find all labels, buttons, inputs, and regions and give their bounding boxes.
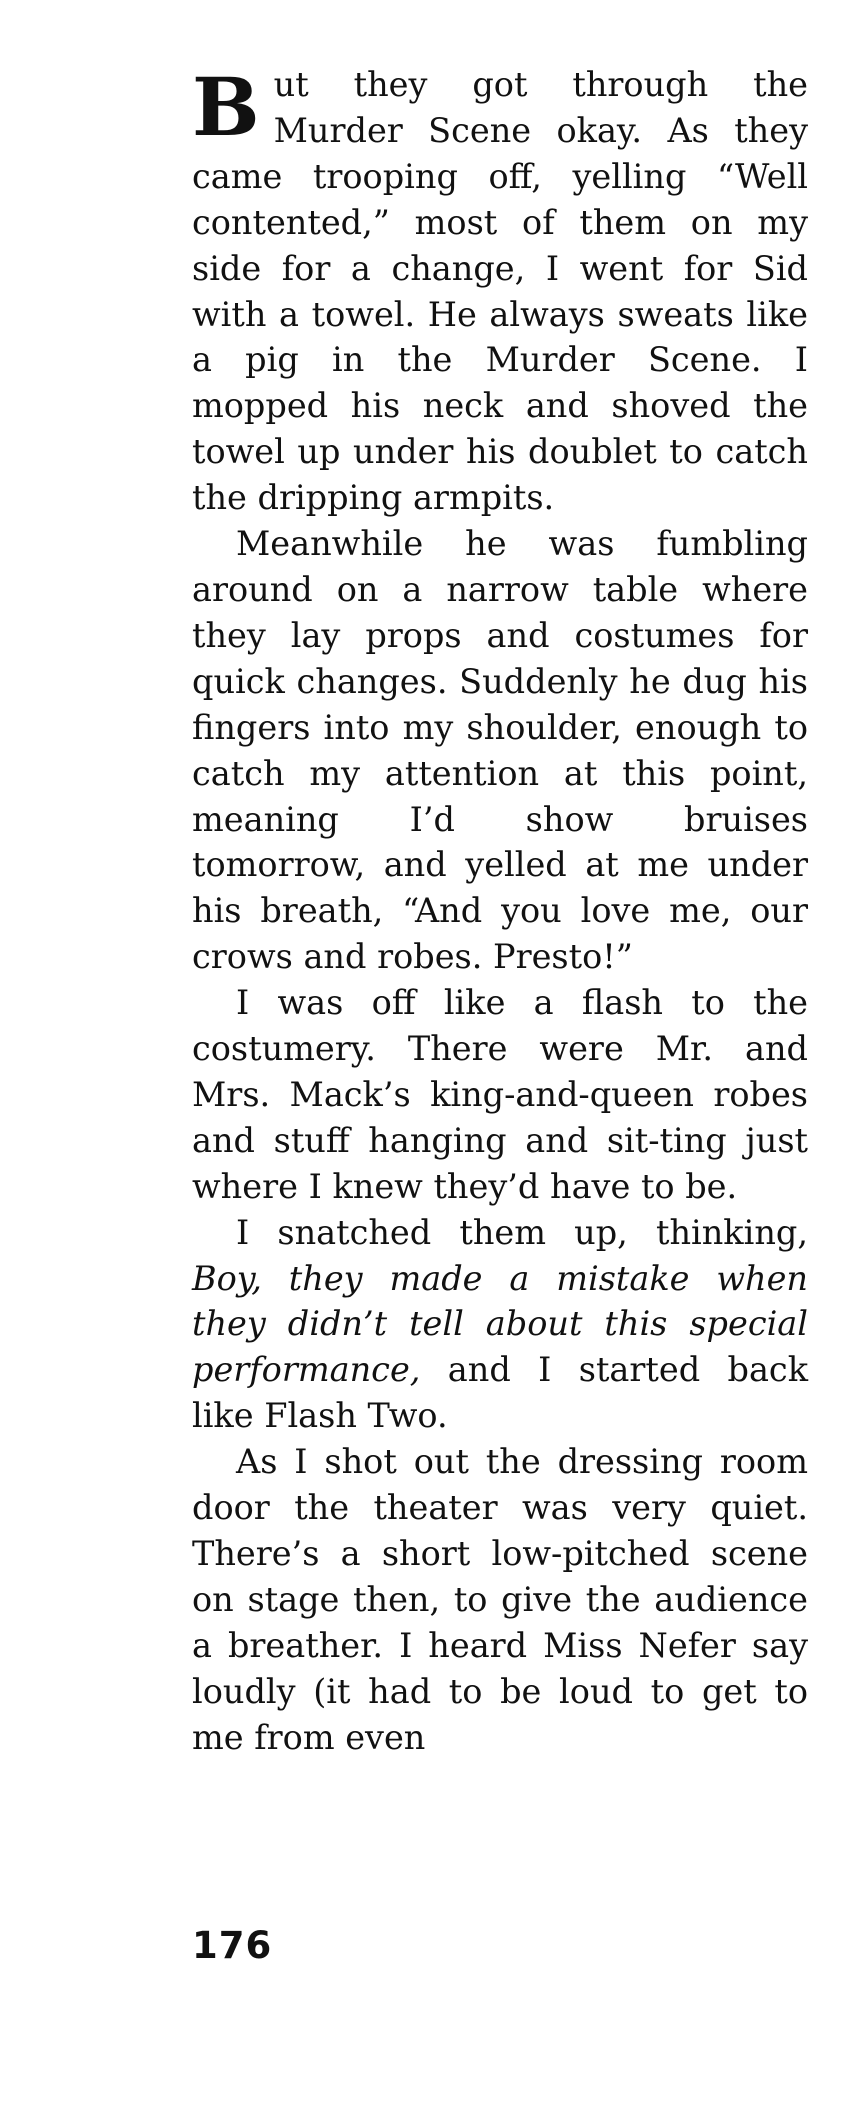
paragraph-1-text: ut they got through the Murder Scene okay. As they came trooping off, yelling “Well contented,” most of them on my side for a change, I went for Sid with a towel. He always sweats like a pig in the Murder Scene. I mopped his neck and shoved the towel up under his doublet to catch the dripping armpits. [192, 65, 808, 518]
paragraph-4 [192, 1210, 808, 1440]
paragraph-4-italic-thought: Boy, they made a mistake when they didn’t tell about this special performance, [192, 1258, 808, 1390]
page-number: 176 [192, 1924, 273, 1967]
paragraph-2: Meanwhile he was fumbling around on a narrow table where they lay props and costumes for quick changes. Suddenly he dug his fingers into my shoulder, enough to catch my attention at this point, meaning I’d show bruises tomorrow, and yelled at me under his breath, “And you love me, our crows and robes. Presto!” [192, 524, 808, 977]
paragraph-4-lead: I snatched them up, thinking, [236, 1212, 808, 1252]
drop-cap: B [192, 60, 260, 154]
paragraph-1 [192, 62, 808, 521]
paragraph-5: As I shot out the dressing room door the theater was very quiet. There’s a short low-pitched scene on stage then, to give the audience a breather. I heard Miss Nefer say loudly (it had to be loud to get to me from even [192, 1442, 808, 1757]
paragraph-4-tail: and I started back like Flash Two. [192, 1350, 808, 1436]
text-column [192, 62, 808, 1761]
paragraph-3: I was off like a flash to the costumery. There were Mr. and Mrs. Mack’s king-and-queen robes and stuff hanging and sit-ting just where I knew they’d have to be. [192, 983, 808, 1206]
